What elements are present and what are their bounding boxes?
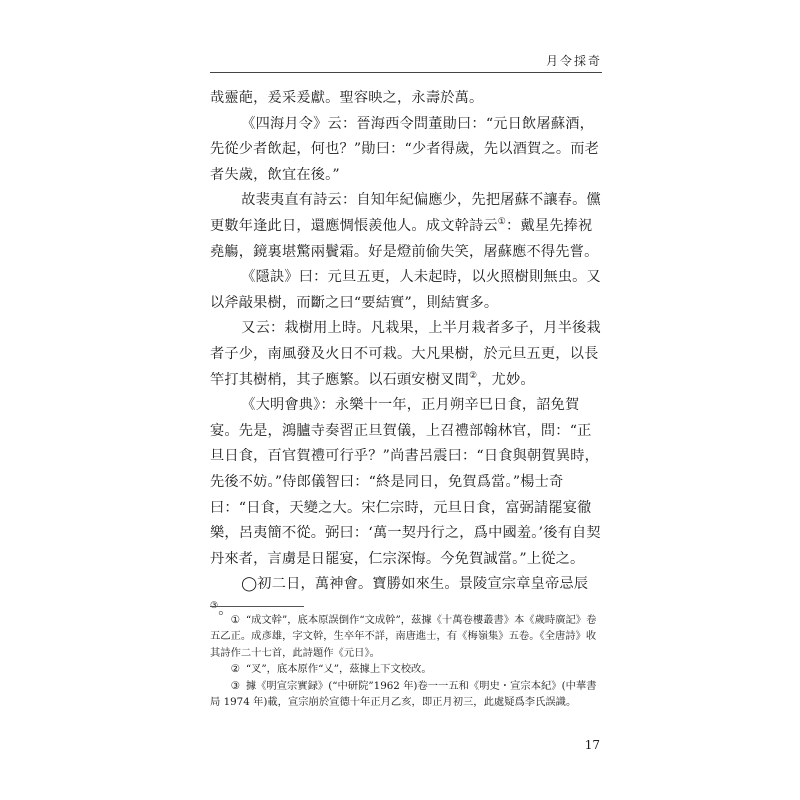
footnote: [210, 678, 602, 711]
footnote-mark: ①: [230, 614, 240, 626]
footnotes: [210, 612, 602, 710]
paragraph: 《大明會典》：永樂十一年，正月朔辛巳日食，詔免賀宴。先是，鴻臚寺奏習正旦賀儀，上召禮部翰林官，問：“正旦日食，百官賀禮可行乎？”尚書呂震曰：“日食與朝賀異時，先後不妨。”侍郎儀智曰：“終是同日，免賀爲當。”楊士奇曰：“日食，天變之大。宋仁宗時，元旦日食，富弼請罷宴徹樂，呂夷簡不從。弼曰：‘萬一契丹行之，爲中國羞。’後有自契丹來者，言虜是日罷宴，仁宗深悔。今免賀誠當。”上從之。: [210, 397, 601, 567]
paragraph: [210, 316, 602, 393]
footnote-ref[interactable]: ②: [468, 370, 478, 381]
footnote: [210, 612, 602, 661]
page-number: 17: [584, 738, 600, 752]
paragraph-text: ◯初二日，萬神會。寶勝如來生。景陵宣宗章皇帝忌辰: [241, 576, 589, 593]
paragraph-text: 故裴夷直有詩云：自知年紀偏應少，先把屠蘇不讓春。儻更數年逢此日，還應惆悵羨他人。成文幹詩云: [210, 192, 601, 234]
header-rule: [210, 72, 602, 73]
footnote-ref[interactable]: ①: [497, 216, 507, 227]
footnote-ref[interactable]: ③: [210, 600, 219, 611]
paragraph-text: 又云：栽樹用上時。凡栽果，上半月栽者多子，月半後栽者子少，南風發及火日不可栽。大凡果樹，於元旦五更，以長竿打其樹梢，其子應繁。以石頭安樹叉間: [210, 320, 601, 388]
running-header-title: 月令採奇: [545, 54, 602, 68]
paragraph: ◯初二日，萬神會。寶勝如來生。景陵宣宗章皇帝忌辰③。: [210, 576, 589, 618]
footnote-mark: ②: [230, 663, 240, 676]
paragraph: 哉靈葩，爰采爰獻。聖容映之，永壽於萬。: [210, 90, 484, 106]
footnote-text: “成文幹”，底本原誤倒作“文成幹”，茲據《十萬卷樓叢書》本《歲時廣記》卷五乙正。成彥雄，字文幹，生卒年不詳，南唐進士，有《梅嶺集》五卷。《全唐詩》收其詩作二十七首，此詩題作《元日》。: [210, 614, 597, 659]
footnote-text: “叉”，底本原作“乂”，茲據上下文校改。: [245, 663, 432, 676]
footnote-mark: ③: [230, 679, 240, 692]
footnote-rule: [210, 606, 304, 607]
footnote-text: 據《明宣宗實録》(“中研院”1962 年)卷一一五和《明史・宣宗本紀》(中華書局 1974 年)載，宣宗崩於宣德十年正月乙亥，即正月初三，此處疑爲李氏誤識。: [210, 679, 597, 709]
paragraph-text: ，尤妙。: [477, 371, 535, 388]
main-text: [210, 86, 602, 623]
paragraph: 故裴夷直有詩云：自知年紀偏應少，先把屠蘇不讓春。儻更數年逢此日，還應惆悵羨他人。成文幹詩云①：戴星先捧祝堯觴，鏡裏堪驚兩鬢霜。好是燈前偷失笑，屠蘇應不得先嘗。: [210, 192, 601, 260]
paragraph-text: 戴星先捧祝堯觴，鏡裏堪驚兩鬢霜。好是燈前偷失笑，屠蘇應不得先嘗。: [210, 217, 599, 260]
footnote: [210, 661, 602, 677]
paragraph: 《隱訣》曰：元旦五更，人未起時，以火照樹則無虫。又以斧敲果樹，而斷之曰“要結實”，則結實多。: [210, 269, 601, 311]
paragraph: 《四海月令》云：晉海西令問董勛曰：“元日飲屠蘇酒，先從少者飲起，何也？”勛曰：“少者得歲，先以酒賀之。而老者失歲，飲宜在後。”: [210, 115, 599, 183]
